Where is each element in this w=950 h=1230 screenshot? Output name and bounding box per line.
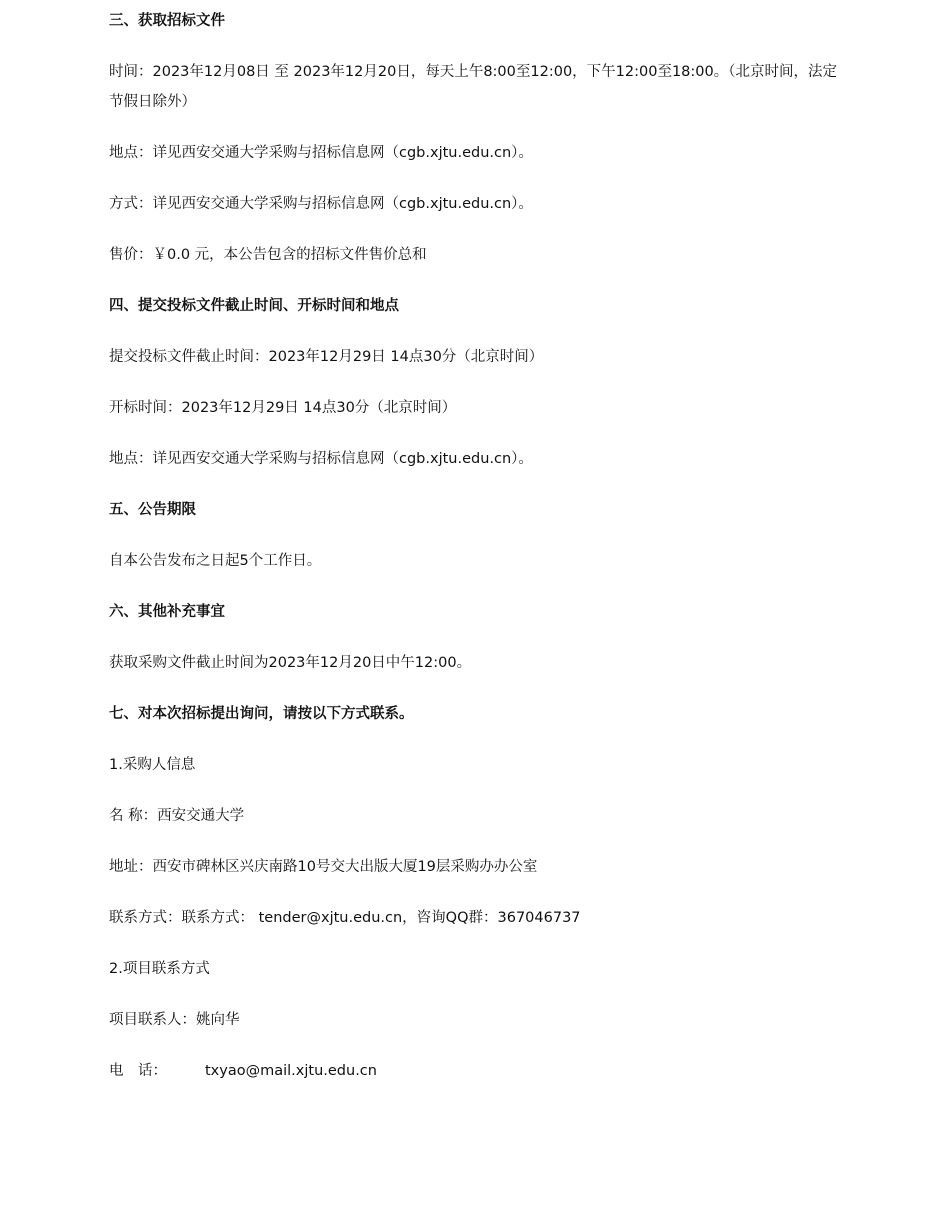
purchaser-contact: 联系方式：联系方式： tender@xjtu.edu.cn，咨询QQ群：367046737 [109, 910, 581, 926]
sec3-method: 方式：详见西安交通大学采购与招标信息网（cgb.xjtu.edu.cn）。 [109, 196, 533, 212]
phone-label: 电 话： [109, 1063, 167, 1079]
sec4-opening: 开标时间：2023年12月29日 14点30分（北京时间） [109, 400, 457, 416]
section-7-heading: 七、对本次招标提出询问，请按以下方式联系。 [109, 706, 414, 722]
sec5-text: 自本公告发布之日起5个工作日。 [109, 553, 322, 569]
sec4-deadline: 提交投标文件截止时间：2023年12月29日 14点30分（北京时间） [109, 349, 544, 365]
sec3-price: 售价：￥0.0 元，本公告包含的招标文件售价总和 [109, 247, 427, 263]
section-5-heading: 五、公告期限 [109, 502, 196, 518]
sec3-time: 时间：2023年12月08日 至 2023年12月20日，每天上午8:00至12:00，下午12:00至18:00。（北京时间，法定节假日除外） [109, 64, 837, 110]
section-4-heading: 四、提交投标文件截止时间、开标时间和地点 [109, 298, 399, 314]
sec4-place: 地点：详见西安交通大学采购与招标信息网（cgb.xjtu.edu.cn）。 [109, 451, 533, 467]
section-6-heading: 六、其他补充事宜 [109, 604, 225, 620]
phone-value: txyao@mail.xjtu.edu.cn [205, 1063, 377, 1079]
purchaser-info-title: 1.采购人信息 [109, 757, 196, 773]
project-phone-row [109, 1056, 377, 1086]
project-contact-title: 2.项目联系方式 [109, 961, 210, 977]
purchaser-name: 名 称：西安交通大学 [109, 808, 245, 824]
project-contact-person: 项目联系人：姚向华 [109, 1012, 240, 1028]
sec6-text: 获取采购文件截止时间为2023年12月20日中午12:00。 [109, 655, 472, 671]
sec3-place: 地点：详见西安交通大学采购与招标信息网（cgb.xjtu.edu.cn）。 [109, 145, 533, 161]
section-3-heading: 三、获取招标文件 [109, 13, 225, 29]
purchaser-address: 地址：西安市碑林区兴庆南路10号交大出版大厦19层采购办办公室 [109, 859, 538, 875]
